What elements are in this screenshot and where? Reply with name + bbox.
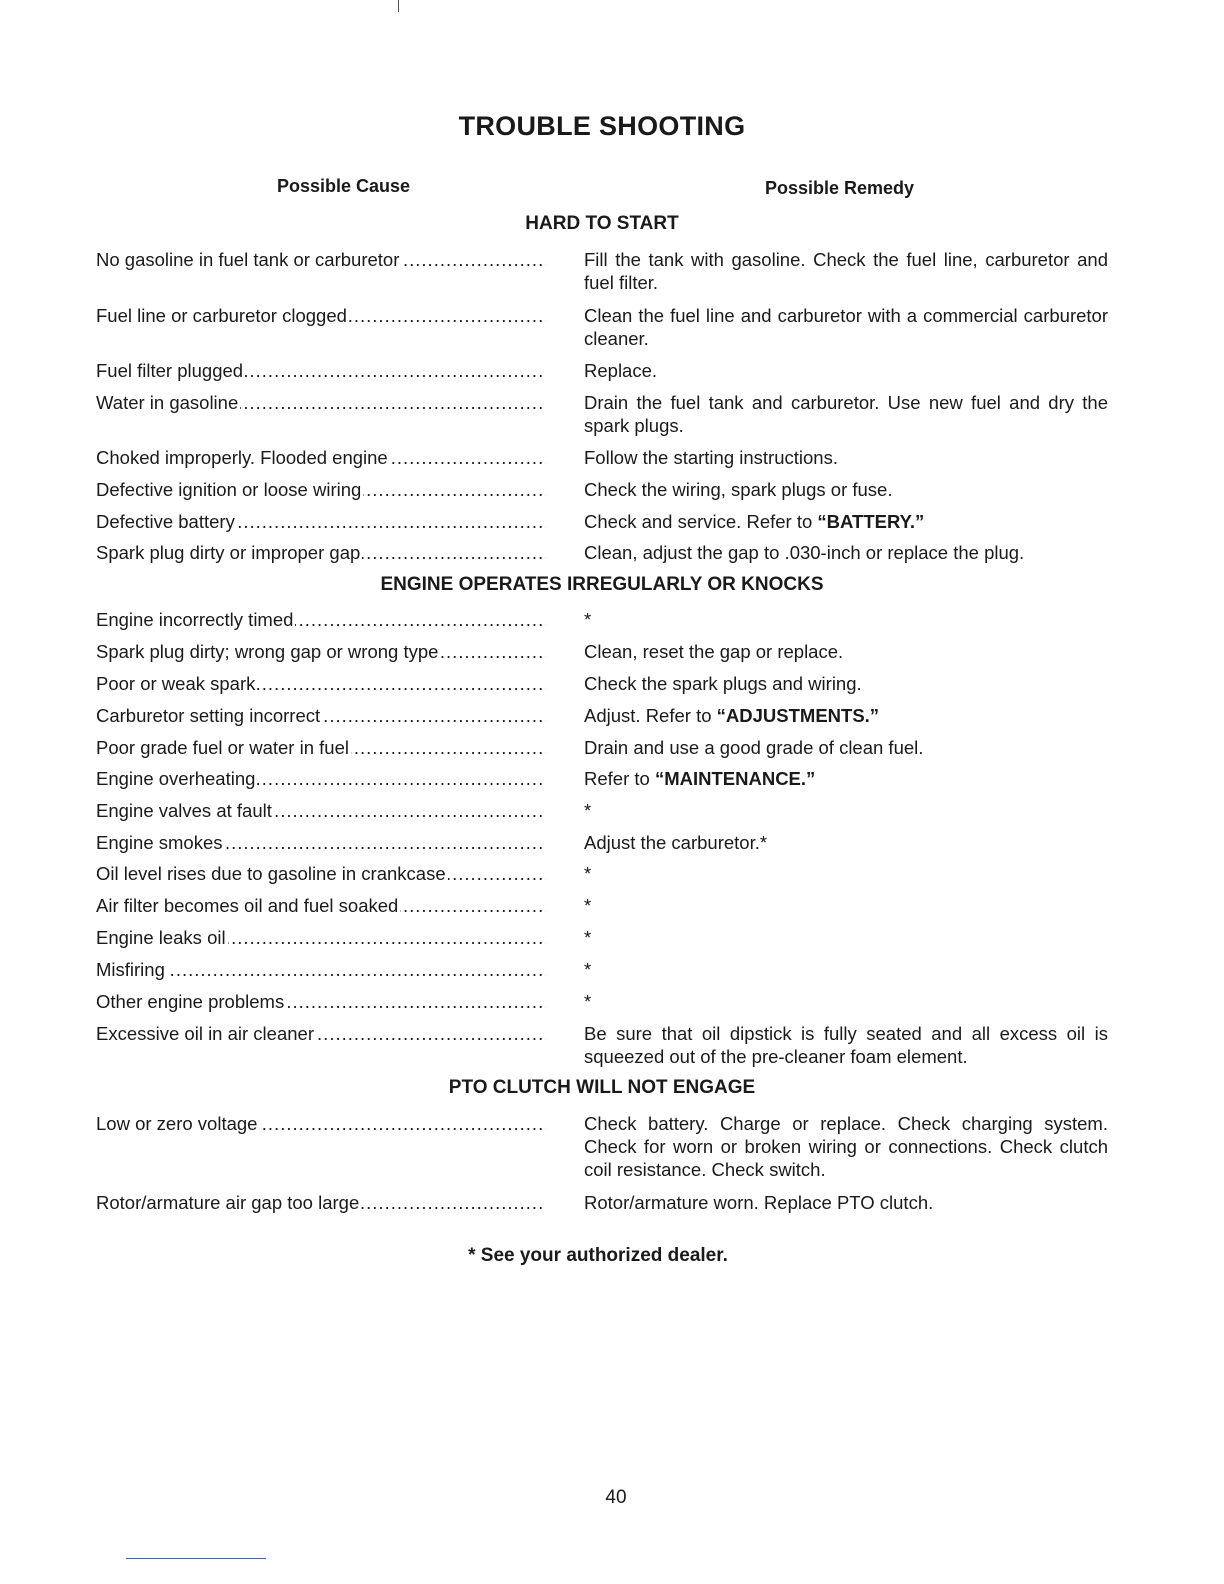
cause-cell: Defective battery ..... xyxy=(96,510,546,533)
cause-cell: Engine overheating ..... xyxy=(96,767,546,790)
remedy-cell: * xyxy=(584,991,592,1012)
remedy-cell: Check and service. Refer to “BATTERY.” xyxy=(584,511,925,532)
remedy-cell: Replace. xyxy=(584,360,658,381)
cause-cell: Low or zero voltage ..... xyxy=(96,1112,546,1135)
cause-cell: Spark plug dirty or improper gap ..... xyxy=(96,541,546,564)
cause-cell: Poor or weak spark ..... xyxy=(96,672,546,695)
remedy-cell: Rotor/armature worn. Replace PTO clutch. xyxy=(584,1192,934,1213)
cause-cell: Fuel line or carburetor clogged ..... xyxy=(96,304,546,327)
cause-cell: Engine valves at fault ..... xyxy=(96,799,546,822)
remedy-cell: * xyxy=(584,863,592,884)
remedy-cell: Be sure that oil dipstick is fully seated and all excess oil is squeezed out of the pre-cleaner foam element. xyxy=(584,1023,1108,1067)
cause-cell: Water in gasoline ..... xyxy=(96,391,546,414)
cause-cell: Engine smokes ..... xyxy=(96,831,546,854)
remedy-cell: Refer to “MAINTENANCE.” xyxy=(584,768,816,789)
cause-cell: No gasoline in fuel tank or carburetor ..... xyxy=(96,248,546,271)
dealer-footnote: * See your authorized dealer. xyxy=(468,1245,728,1266)
remedy-cell: Drain and use a good grade of clean fuel. xyxy=(584,737,924,758)
cause-cell: Oil level rises due to gasoline in crankcase ..... xyxy=(96,862,546,885)
remedy-cell: Clean, reset the gap or replace. xyxy=(584,641,844,662)
remedy-cell: * xyxy=(584,959,592,980)
remedy-cell: * xyxy=(584,927,592,948)
cause-cell: Engine incorrectly timed ..... xyxy=(96,608,546,631)
scan-mark xyxy=(398,0,399,12)
column-header-cause: Possible Cause xyxy=(277,176,411,196)
column-header-remedy: Possible Remedy xyxy=(765,178,915,198)
cross-reference: “BATTERY.” xyxy=(817,511,925,532)
cause-cell: Spark plug dirty; wrong gap or wrong type ..... xyxy=(96,640,546,663)
section-heading-hard-to-start: HARD TO START xyxy=(525,213,679,234)
remedy-cell: Fill the tank with gasoline. Check the fuel line, carburetor and fuel filter. xyxy=(584,249,1108,293)
page-title: TROUBLE SHOOTING xyxy=(458,111,746,141)
cause-cell: Misfiring ..... xyxy=(96,958,546,981)
cause-cell: Choked improperly. Flooded engine ..... xyxy=(96,446,546,469)
cross-reference: “ADJUSTMENTS.” xyxy=(716,705,880,726)
remedy-cell: Clean, adjust the gap to .030-inch or replace the plug. xyxy=(584,542,1025,563)
remedy-cell: * xyxy=(584,895,592,916)
cause-cell: Rotor/armature air gap too large ..... xyxy=(96,1191,546,1214)
remedy-cell: Adjust. Refer to “ADJUSTMENTS.” xyxy=(584,705,880,726)
remedy-cell: * xyxy=(584,609,592,630)
cause-cell: Poor grade fuel or water in fuel ..... xyxy=(96,736,546,759)
page-number: 40 xyxy=(605,1487,627,1508)
cause-cell: Other engine problems ..... xyxy=(96,990,546,1013)
remedy-cell: Drain the fuel tank and carburetor. Use new fuel and dry the spark plugs. xyxy=(584,392,1108,436)
cause-cell: Defective ignition or loose wiring ..... xyxy=(96,478,546,501)
remedy-cell: Adjust the carburetor.* xyxy=(584,832,768,853)
cross-reference: “MAINTENANCE.” xyxy=(654,768,816,789)
remedy-cell: Follow the starting instructions. xyxy=(584,447,838,468)
remedy-cell: Clean the fuel line and carburetor with a commercial carburetor cleaner. xyxy=(584,305,1108,349)
remedy-cell: Check the spark plugs and wiring. xyxy=(584,673,862,694)
cause-cell: Carburetor setting incorrect ..... xyxy=(96,704,546,727)
section-heading-pto-clutch: PTO CLUTCH WILL NOT ENGAGE xyxy=(448,1077,756,1098)
cause-cell: Fuel filter plugged ..... xyxy=(96,359,546,382)
cause-cell: Engine leaks oil ..... xyxy=(96,926,546,949)
remedy-cell: Check the wiring, spark plugs or fuse. xyxy=(584,479,893,500)
cause-cell: Excessive oil in air cleaner ..... xyxy=(96,1022,546,1045)
cause-cell: Air filter becomes oil and fuel soaked ..... xyxy=(96,894,546,917)
remedy-cell: Check battery. Charge or replace. Check charging system. Check for worn or broken wiring or connections. Check clutch coil resistance. Check switch. xyxy=(584,1113,1108,1180)
remedy-cell: * xyxy=(584,800,592,821)
section-heading-engine-irregular: ENGINE OPERATES IRREGULARLY OR KNOCKS xyxy=(380,574,824,595)
scan-edge-line xyxy=(126,1558,266,1559)
